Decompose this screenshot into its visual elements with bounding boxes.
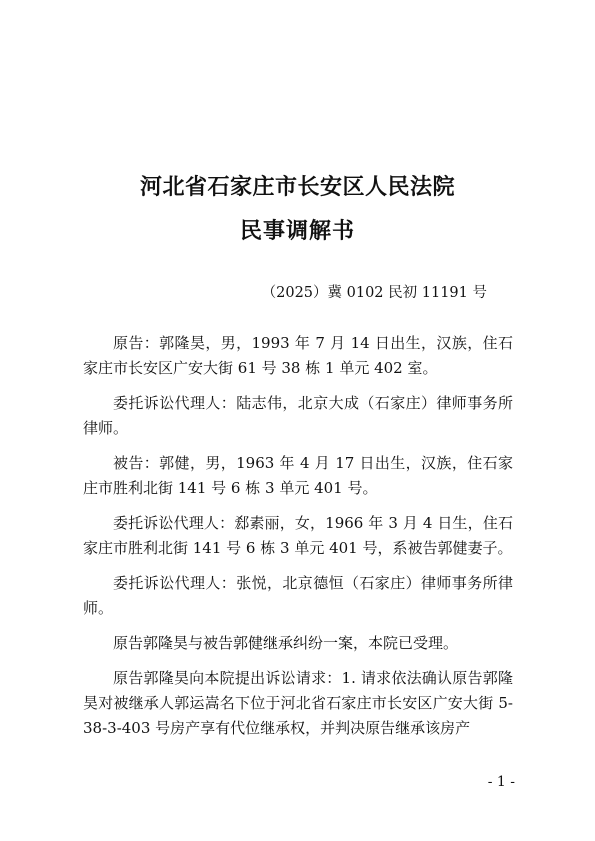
paragraph-case-accepted: 原告郭隆昊与被告郭健继承纠纷一案，本院已受理。 xyxy=(113,634,459,652)
court-title: 河北省石家庄市长安区人民法院 xyxy=(139,174,455,200)
document-body xyxy=(83,331,513,751)
paragraph-claims: 原告郭隆昊向本院提出诉讼请求：1. 请求依法确认原告郭隆昊对被继承人郭运嵩名下位于河北省石家庄市长安区广安大街 5-38-3-403 号房产享有代位继承权，并判决原告继承该房产 xyxy=(83,669,513,737)
paragraph-defendant-agent-2: 委托诉讼代理人：张悦，北京德恒（石家庄）律师事务所律师。 xyxy=(83,574,513,617)
case-number: （2025）冀 0102 民初 11191 号 xyxy=(261,285,487,301)
paragraph-plaintiff: 原告：郭隆昊，男，1993 年 7 月 14 日出生，汉族，住石家庄市长安区广安大街 61 号 38 栋 1 单元 402 室。 xyxy=(83,334,513,377)
paragraph-defendant: 被告：郭健，男，1963 年 4 月 17 日出生，汉族，住石家庄市胜利北街 141 号 6 栋 3 单元 401 号。 xyxy=(83,454,513,497)
page-number: - 1 - xyxy=(487,774,515,790)
document-title: 民事调解书 xyxy=(239,218,355,244)
paragraph-plaintiff-agent: 委托诉讼代理人：陆志伟，北京大成（石家庄）律师事务所律师。 xyxy=(83,394,513,437)
paragraph-defendant-agent-1: 委托诉讼代理人：郄素丽，女，1966 年 3 月 4 日生，住石家庄市胜利北街 141 号 6 栋 3 单元 401 号，系被告郭健妻子。 xyxy=(83,514,513,557)
